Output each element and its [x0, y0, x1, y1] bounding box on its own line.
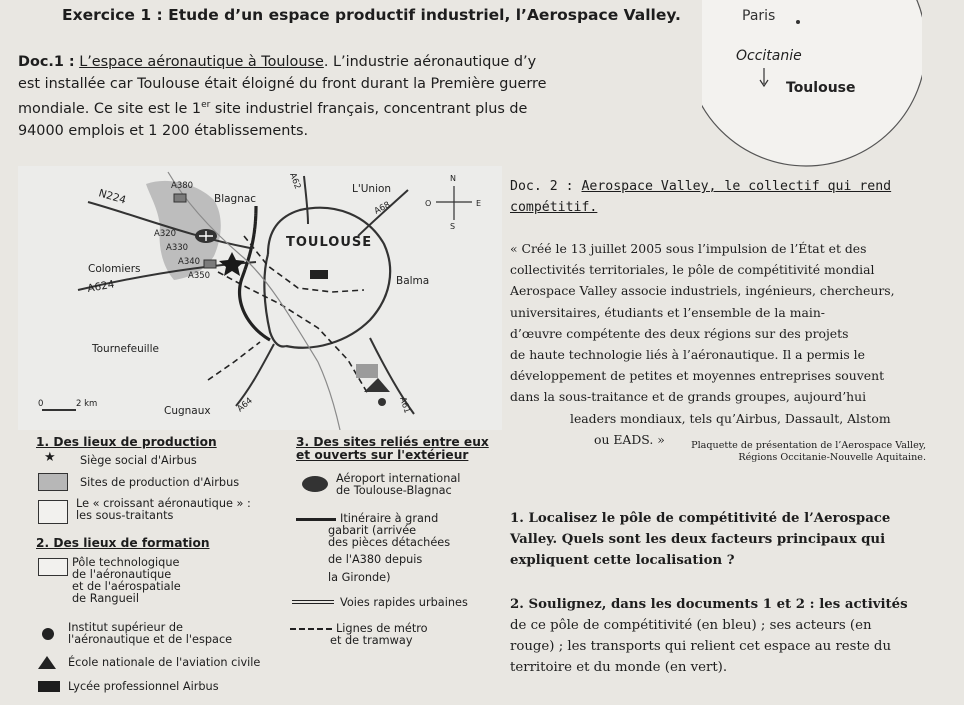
q2-line-1: 2. Soulignez, dans les documents 1 et 2 : les activités [510, 597, 908, 612]
legend-siege: Siège social d'Airbus [80, 454, 197, 467]
legend-voies: Voies rapides urbaines [340, 596, 468, 609]
label-north: N [450, 174, 456, 183]
site-a380 [174, 194, 186, 202]
label-south: S [450, 222, 456, 231]
toulouse-map [18, 166, 502, 430]
exercise-title: Exercice 1 : Etude d’un espace productif industriel, l’Aerospace Valley. [62, 6, 681, 24]
doc2-source [560, 440, 926, 464]
label-a624: A624 [86, 278, 116, 295]
label-a62: A62 [287, 171, 303, 191]
legend-pole-2: de l'aéronautique [72, 568, 172, 581]
question-1 [510, 508, 924, 571]
legend-institut-1: Institut supérieur de [68, 621, 183, 634]
isae-dot [378, 398, 386, 406]
quote-line: leaders mondiaux, tels qu’Airbus, Dassault, Alstom [570, 410, 891, 426]
legend-itin-5: la Gironde) [328, 571, 391, 584]
legend-ecole: École nationale de l'aviation civile [68, 656, 261, 669]
legend-aeroport-2: de Toulouse-Blagnac [336, 484, 452, 497]
legend-croissant-swatch [38, 500, 68, 524]
legend-institut-2: l'aéronautique et de l'espace [68, 633, 233, 646]
legend-voies-line [292, 600, 334, 604]
legend-pole-3: et de l'aérospatiale [72, 580, 181, 593]
doc2-quote [510, 238, 922, 450]
label-west: O [425, 199, 432, 208]
doc1-line3b: site industriel français, concentrant plus de [210, 100, 528, 117]
label-lunion: L'Union [352, 183, 392, 195]
doc1-label: Doc.1 : [18, 54, 75, 70]
label-scale-2km: 2 km [76, 399, 98, 409]
legend-aeroport-1: Aéroport international [336, 472, 461, 485]
doc1-line2: est installée car Toulouse était éloigné du front durant la Première guerre [18, 75, 547, 92]
label-east: E [476, 199, 482, 208]
quote-line: de haute technologie liés à l’aéronautique. Il a permis le [510, 347, 865, 363]
doc1-sup: er [201, 100, 211, 111]
paris-dot [796, 20, 800, 24]
rangueil-pole [356, 364, 378, 378]
doc2-label: Doc. 2 : [510, 179, 574, 194]
quote-line: « Créé le 13 juillet 2005 sous l’impulsion de l’État et des [510, 241, 867, 256]
label-n224: N224 [97, 187, 128, 207]
label-a350: A350 [188, 271, 211, 281]
legend-lycee: Lycée professionnel Airbus [68, 680, 219, 693]
quote-line: d’œuvre compétente des deux régions sur des projets [510, 325, 849, 341]
quote-line: dans la sous-traitance et de grands groupes, aujourd’hui [510, 389, 867, 405]
legend-itin-1: Itinéraire à grand [340, 512, 439, 525]
question-2 [510, 594, 934, 678]
legend-itin-4: de l'A380 depuis [328, 553, 423, 566]
quote-line: développement de petites et moyennes entreprises souvent [510, 368, 885, 384]
label-a380: A380 [171, 181, 194, 191]
locator-map [702, 0, 922, 170]
legend-heading-links-1: 3. Des sites reliés entre eux [296, 435, 489, 449]
legend-heading-production: 1. Des lieux de production [36, 435, 217, 449]
label-toulouse-mini: Toulouse [786, 80, 856, 96]
legend-metro-line [290, 628, 332, 630]
legend-croissant-1: Le « croissant aéronautique » : [76, 497, 251, 510]
label-balma: Balma [396, 275, 430, 287]
quote-line: universitaires, étudiants et l’ensemble de la main- [510, 304, 825, 320]
label-tournefeuille: Tournefeuille [92, 343, 159, 355]
source-line-1: Plaquette de présentation de l’Aerospace Valley, [691, 440, 926, 451]
label-cugnaux: Cugnaux [164, 405, 211, 417]
legend-metro-1: Lignes de métro [336, 622, 428, 635]
legend-itineraire-line [296, 518, 336, 521]
label-paris: Paris [742, 8, 776, 24]
doc2-title-1: Aerospace Valley, le collectif qui rend [581, 179, 892, 194]
doc2-title-2: compétitif. [510, 200, 598, 215]
legend-itin-3: des pièces détachées [328, 536, 451, 549]
label-a320: A320 [154, 229, 177, 239]
legend-ecole-triangle [38, 656, 56, 669]
label-scale-zero: 0 [38, 399, 44, 409]
label-a330: A330 [166, 243, 189, 253]
legend-sites: Sites de production d'Airbus [80, 476, 240, 489]
quote-line: Aerospace Valley associe industriels, ingénieurs, chercheurs, [510, 283, 895, 299]
legend-heading-links-2: et ouverts sur l'extérieur [296, 448, 469, 462]
label-toulouse: TOULOUSE [286, 235, 373, 250]
legend-croissant-2: les sous-traitants [76, 509, 174, 522]
doc1-line3a: mondiale. Ce site est le 1 [18, 100, 202, 117]
doc1-line4: 94000 emplois et 1 200 établissements. [18, 122, 309, 139]
source-line-2: Régions Occitanie-Nouvelle Aquitaine. [738, 452, 926, 463]
legend-sites-swatch [38, 473, 68, 491]
doc2-header [510, 176, 920, 218]
legend-pole-1: Pôle technologique [72, 556, 180, 569]
q2-line-4: territoire et du monde (en vert). [510, 660, 728, 675]
label-a61: A61 [397, 395, 412, 415]
legend-itin-2: gabarit (arrivée [328, 524, 417, 537]
q1-line-2: Valley. Quels sont les deux facteurs principaux qui [510, 532, 886, 547]
doc1-text [18, 52, 588, 142]
airport-icon [302, 476, 328, 492]
lycee-marker [310, 270, 328, 279]
q1-line-1: 1. Localisez le pôle de compétitivité de l’Aerospace [510, 511, 891, 526]
legend-institut-dot [42, 628, 54, 640]
q2-line-3: rouge) ; les transports qui relient cet espace au reste du [510, 639, 892, 654]
label-a64: A64 [235, 395, 255, 415]
site-a350 [204, 260, 216, 268]
label-a68: A68 [372, 200, 393, 217]
quote-line: ou EADS. » [594, 431, 665, 447]
legend-lycee-swatch [38, 681, 60, 692]
quote-line: collectivités territoriales, le pôle de compétitivité mondial [510, 262, 875, 278]
legend-pole-swatch [38, 558, 68, 576]
q1-line-3: expliquent cette localisation ? [510, 553, 735, 568]
label-colomiers: Colomiers [88, 263, 141, 275]
legend-pole-4: de Rangueil [72, 592, 139, 605]
doc1-line1: . L’industrie aéronautique d’y [323, 54, 537, 70]
q2-line-2: de ce pôle de compétitivité (en bleu) ; ses acteurs (en [510, 618, 872, 633]
doc1-title: L’espace aéronautique à Toulouse [79, 54, 324, 70]
label-a340: A340 [178, 257, 201, 267]
star-icon: ★ [44, 450, 56, 465]
label-occitanie: Occitanie [736, 48, 802, 64]
legend-metro-2: et de tramway [330, 634, 413, 647]
legend-heading-formation: 2. Des lieux de formation [36, 536, 210, 550]
label-blagnac: Blagnac [214, 193, 257, 205]
